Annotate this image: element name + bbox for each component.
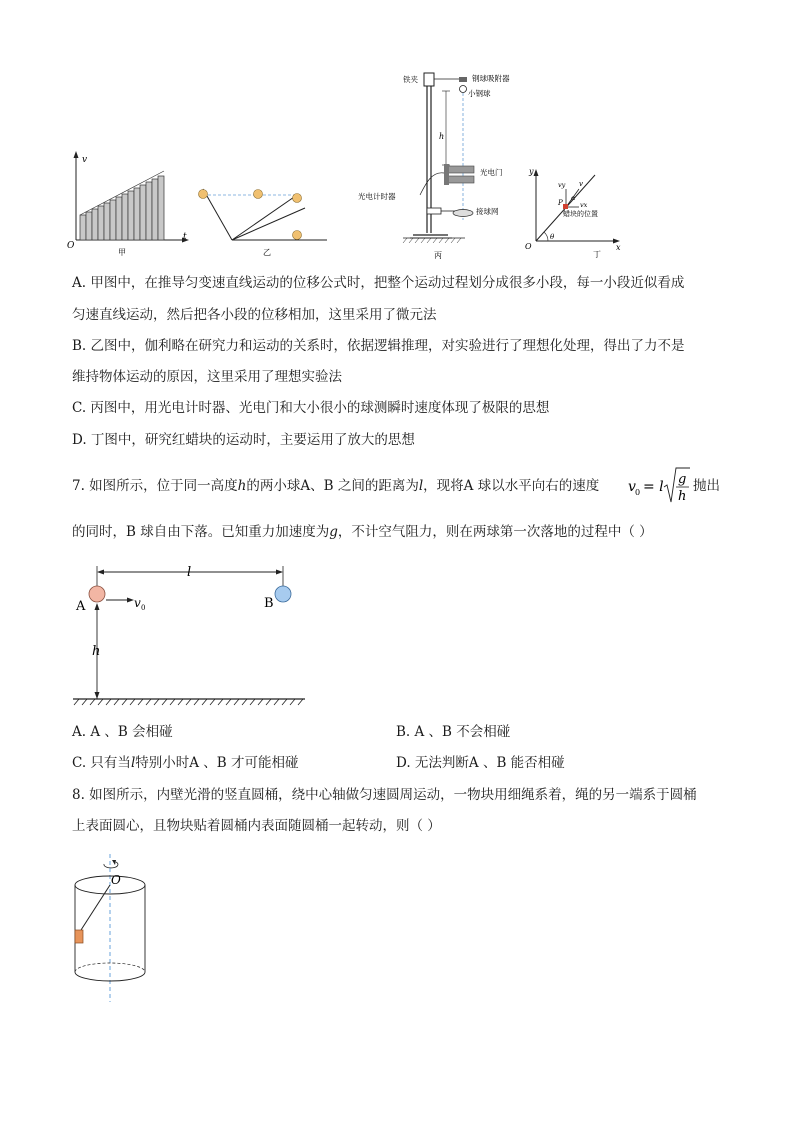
q8-stem-line1: 8. 如图所示，内壁光滑的竖直圆桶，绕中心轴做匀速圆周运动，一物块用细绳系着，绳的另一端系于圆桶 xyxy=(72,787,697,803)
q6-option-b-line2: 维持物体运动的原因，这里采用了理想实验法 xyxy=(72,369,342,385)
ball-b xyxy=(275,586,291,602)
ding-v: v xyxy=(579,180,583,188)
ding-caption: 丁 xyxy=(593,250,601,259)
q6-option-c: C. 丙图中，用光电计时器、光电门和大小很小的球测瞬时速度体现了极限的思想 xyxy=(72,400,550,416)
bing-clamp-label: 铁夹 xyxy=(403,75,418,84)
q7-option-a: A. A 、B 会相碰 xyxy=(72,724,173,740)
q7-option-b: B. A 、B 不会相碰 xyxy=(396,724,511,740)
q7-option-c: C. 只有当l特别小时A 、B 才可能相碰 xyxy=(72,755,299,771)
q7-fig-l: l xyxy=(187,565,192,580)
bing-gate-label: 光电门 xyxy=(480,168,503,177)
ding-point: P xyxy=(558,199,563,207)
svg-text:v: v xyxy=(628,479,636,495)
figure-bing xyxy=(358,73,510,260)
bing-net-label: 接球网 xyxy=(476,207,499,216)
bing-ball-label: 小钢球 xyxy=(468,89,491,98)
ding-axis-x: x xyxy=(616,243,621,252)
svg-text:h: h xyxy=(678,489,687,504)
jia-caption: 甲 xyxy=(118,248,126,257)
svg-text:0: 0 xyxy=(635,488,641,497)
q7-fig-v0: v xyxy=(134,596,141,610)
bing-caption: 丙 xyxy=(434,251,442,260)
figure-jia xyxy=(67,151,189,257)
q8-fig-o: O xyxy=(111,873,121,887)
q7-fig-h: h xyxy=(92,644,101,659)
ball-a xyxy=(89,586,105,602)
bing-timer-label: 光电计时器 xyxy=(358,192,396,201)
q7-fig-label-b: B xyxy=(264,596,274,611)
ding-origin: O xyxy=(525,242,532,251)
q7-figure xyxy=(70,560,315,710)
svg-text:= l: = l xyxy=(643,479,664,495)
q7-formula xyxy=(626,464,691,510)
q8-stem-line2: 上表面圆心，且物块贴着圆桶内表面随圆桶一起转动，则（ ） xyxy=(72,818,441,834)
figure-ding xyxy=(525,167,621,259)
figures-row xyxy=(60,65,650,265)
q6-option-b-line1: B. 乙图中，伽利略在研究力和运动的关系时，依据逻辑推理，对实验进行了理想化处理，得出了力不是 xyxy=(72,338,685,354)
bing-magnet-label: 钢球吸附器 xyxy=(472,74,510,83)
ding-note: 蜡块的位置 xyxy=(563,210,598,218)
ding-angle: θ xyxy=(550,233,555,241)
q7-fig-label-a: A xyxy=(76,599,86,614)
q7-stem-line1-end: 抛出 xyxy=(693,478,720,494)
ding-alpha: α xyxy=(571,194,576,202)
q7-stem-line1: 7. 如图所示，位于同一高度h的两小球A、B 之间的距离为l，现将A 球以水平向右的速度 xyxy=(72,478,600,494)
jia-axis-v: v xyxy=(82,155,88,165)
q6-option-a-line1: A. 甲图中，在推导匀变速直线运动的位移公式时，把整个运动过程划分成很多小段，每一小段近似看成 xyxy=(72,275,685,291)
block xyxy=(75,930,83,943)
q6-option-d: D. 丁图中，研究红蜡块的运动时，主要运用了放大的思想 xyxy=(72,432,415,448)
yi-caption: 乙 xyxy=(263,248,271,257)
jia-origin: O xyxy=(67,241,75,251)
q7-stem-line2: 的同时，B 球自由下落。已知重力加速度为g，不计空气阻力，则在两球第一次落地的过程中（ ） xyxy=(72,524,653,540)
svg-text:0: 0 xyxy=(141,604,146,612)
ding-vy: vy xyxy=(558,181,566,189)
ding-axis-y: y xyxy=(529,167,534,176)
jia-axis-t: t xyxy=(183,232,187,242)
q6-option-a-line2: 匀速直线运动，然后把各小段的位移相加，这里采用了微元法 xyxy=(72,307,437,323)
svg-text:g: g xyxy=(678,472,687,487)
ding-vx: vx xyxy=(580,201,588,209)
bing-height-label: h xyxy=(439,132,445,141)
q8-figure xyxy=(70,850,155,1005)
q7-option-d: D. 无法判断A 、B 能否相碰 xyxy=(396,755,565,771)
figure-yi xyxy=(199,189,328,257)
